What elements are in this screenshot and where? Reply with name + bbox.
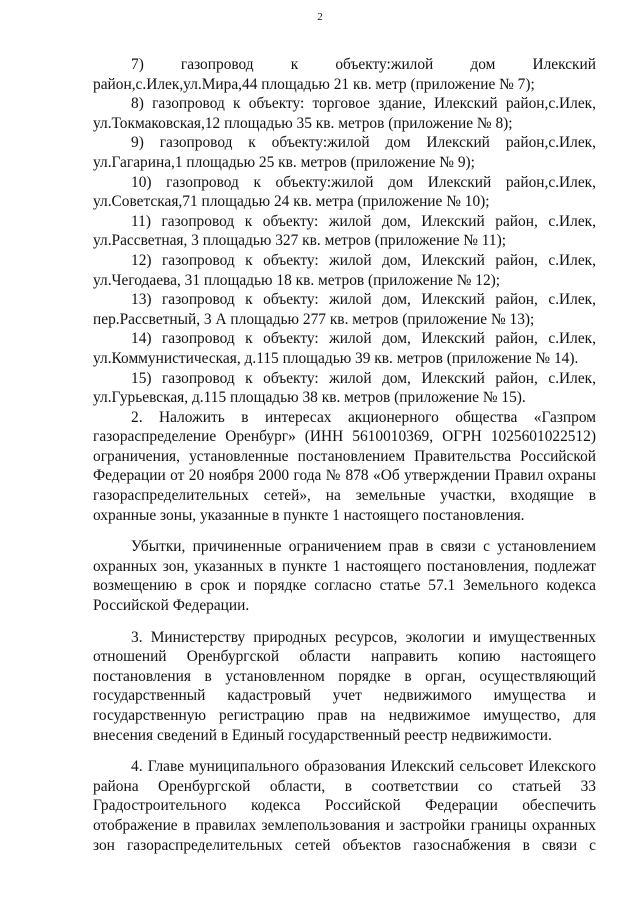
paragraph-clause-2: 2. Наложить в интересах акционерного общества «Газпром газораспределение Оренбург» (ИНН 5610010369, ОГРН 1025601022512) ограничения, установленные постановлением Правительства Российской Федерации от 20 ноября 2000 года № 878 «Об утверждении Правил охраны газораспределительных сетей», на земельные участки, входящие в охранные зоны, указанные в пункте 1 настоящего постановления. [93, 408, 596, 524]
paragraph-item-11: 11) газопровод к объекту: жилой дом, Илекский район, с.Илек, ул.Рассветная, 3 площадью 327 кв. метров (приложение № 11); [93, 212, 596, 250]
paragraph-losses: Убытки, причиненные ограничением прав в связи с установлением охранных зон, указанных в пункте 1 настоящего постановления, подлежат возмещению в срок и порядке согласно статье 57.1 Земельного кодекса Российской Федерации. [93, 538, 596, 615]
page-number: 2 [317, 11, 323, 23]
paragraph-item-9: 9) газопровод к объекту:жилой дом Илекский район,с.Илек, ул.Гагарина,1 площадью 25 кв. метров (приложение № 9); [93, 134, 596, 171]
paragraph-item-12: 12) газопровод к объекту: жилой дом, Илекский район, с.Илек, ул.Чегодаева, 31 площадью 18 кв. метров (приложение № 12); [93, 251, 596, 289]
paragraph-item-8: 8) газопровод к объекту: торговое здание, Илекский район,с.Илек, ул.Токмаковская,12 площадью 35 кв. метров (приложение № 8); [93, 95, 596, 132]
paragraph-item-10: 10) газопровод к объекту:жилой дом Илекский район,с.Илек, ул.Советская,71 площадью 24 кв. метра (приложение № 10); [93, 173, 596, 211]
paragraph-item-7: 7) газопровод к объекту:жилой дом Илекский район,с.Илек,ул.Мира,44 площадью 21 кв. метр (приложение № 7); [93, 56, 596, 93]
paragraph-item-14: 14) газопровод к объекту: жилой дом, Илекский район, с.Илек, ул.Коммунистическая, д.115 площадью 39 кв. метров (приложение № 14). [93, 330, 596, 367]
paragraph-item-15: 15) газопровод к объекту: жилой дом, Илекский район, с.Илек, ул.Гурьевская, д.115 площадью 38 кв. метров (приложение № 15). [93, 369, 596, 407]
paragraph-clause-3: 3. Министерству природных ресурсов, экологии и имущественных отношений Оренбургской области направить копию настоящего постановления в установленном порядке в орган, осуществляющий государственный кадастровый учет недвижимого имущества и государственную регистрацию прав на недвижимое имущество, для внесения сведений в Единый государственный реестр недвижимости. [93, 628, 596, 744]
document-body [93, 55, 596, 855]
paragraph-item-13: 13) газопровод к объекту: жилой дом, Илекский район, с.Илек, пер.Рассветный, 3 А площадью 277 кв. метров (приложение № 13); [93, 291, 596, 328]
paragraph-clause-4: 4. Главе муниципального образования Илекский сельсовет Илекского района Оренбургской области, в соответствии со статьей 33 Градостроительного кодекса Российской Федерации обеспечить отображение в правилах землепользования и застройки границы охранных зон газораспределительных сетей объектов газоснабжения в связи с [93, 758, 596, 854]
